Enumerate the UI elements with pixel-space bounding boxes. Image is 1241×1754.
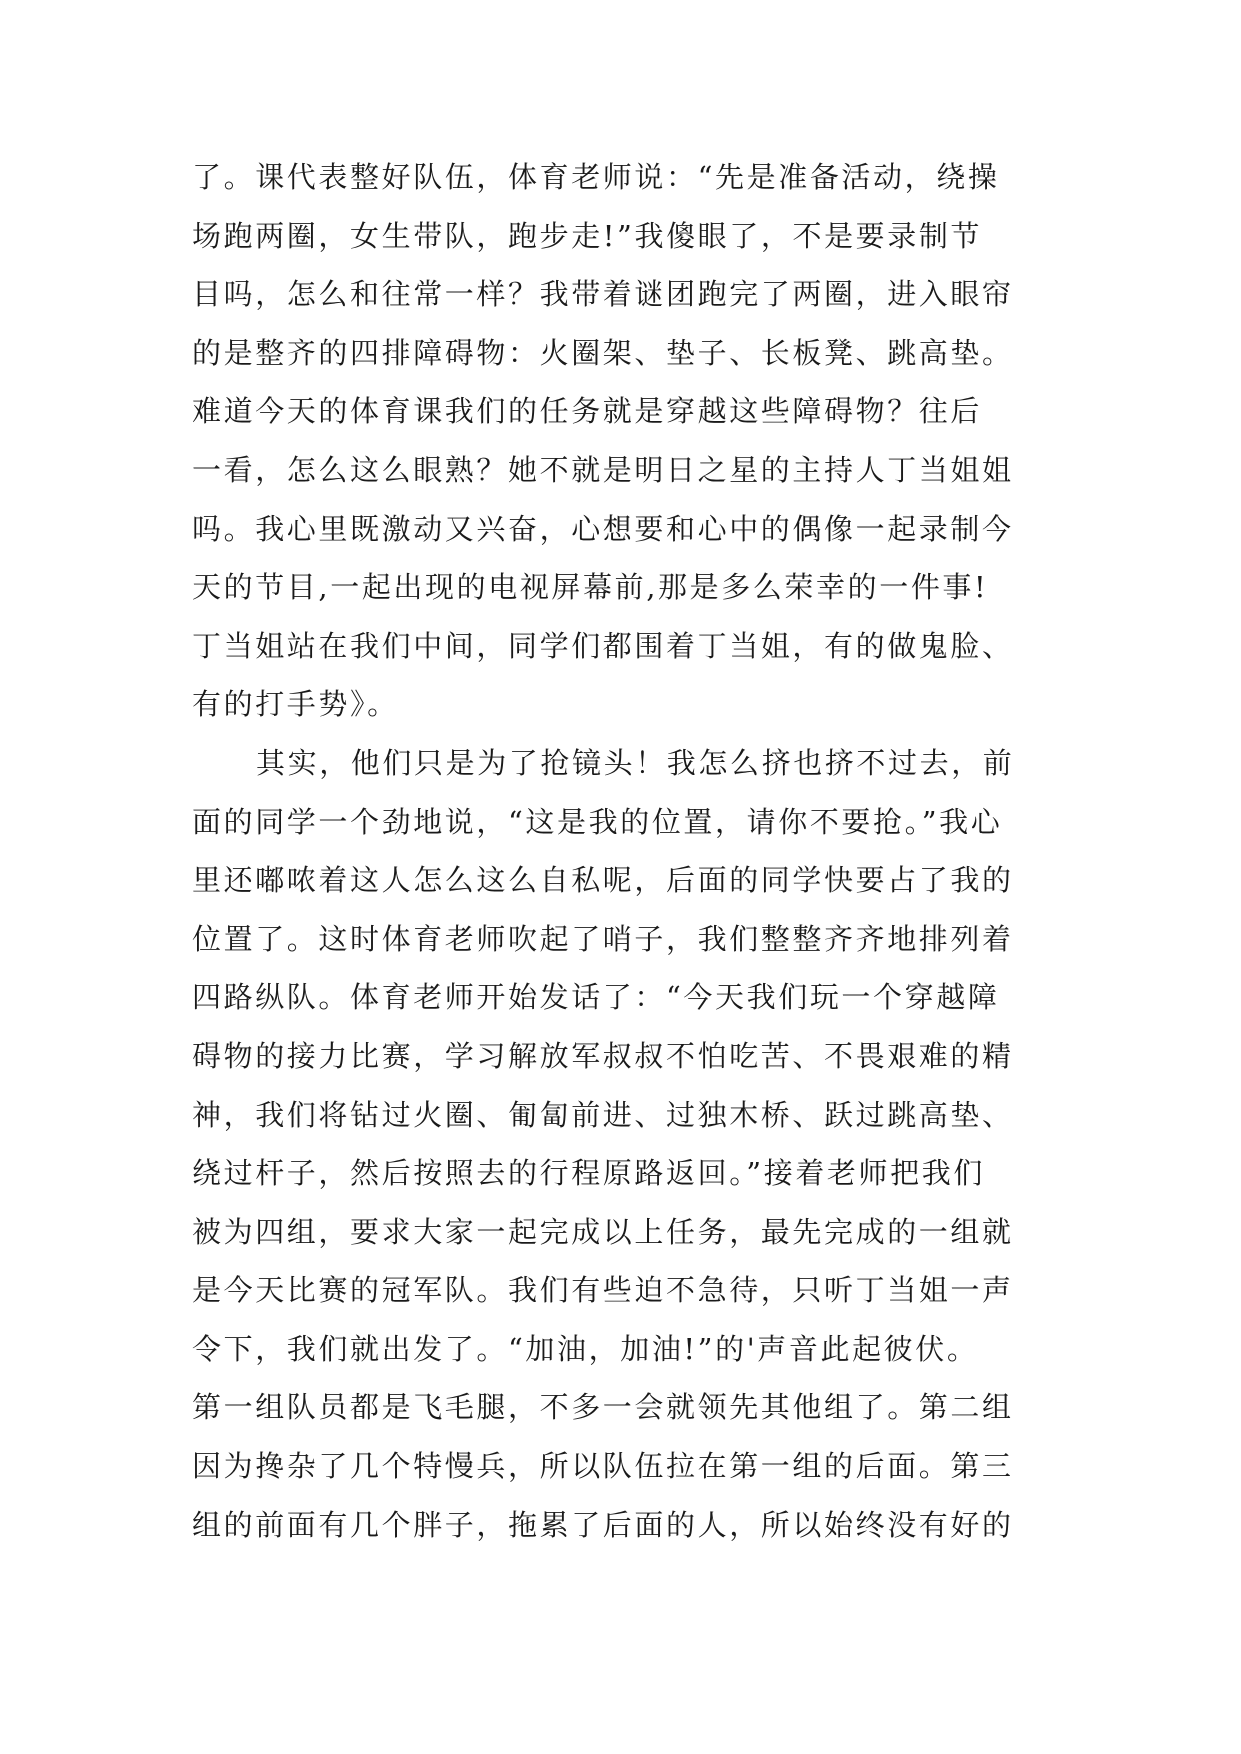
paragraph-start-line: 其实，他们只是为了抢镜头！我怎么挤也挤不过去，前 bbox=[256, 745, 1015, 780]
text-line: 位置了。这时体育老师吹起了哨子，我们整整齐齐地排列着 bbox=[192, 921, 1014, 956]
text-line: 丁当姐站在我们中间，同学们都围着丁当姐，有的做鬼脸、 bbox=[192, 628, 1014, 663]
body-text bbox=[192, 148, 1092, 1554]
text-line: 组的前面有几个胖子，拖累了后面的人，所以始终没有好的 bbox=[192, 1507, 1014, 1542]
text-line: 目吗，怎么和往常一样？我带着谜团跑完了两圈，进入眼帘 bbox=[192, 277, 1014, 312]
text-line: 是今天比赛的冠军队。我们有些迫不急待，只听丁当姐一声 bbox=[192, 1273, 1014, 1308]
text-line: 难道今天的体育课我们的任务就是穿越这些障碍物？往后 bbox=[192, 394, 983, 429]
text-line: 面的同学一个劲地说，“这是我的位置，请你不要抢。”我心 bbox=[192, 804, 1003, 839]
text-line: 里还嘟哝着这人怎么这么自私呢，后面的同学快要占了我的 bbox=[192, 863, 1014, 898]
text-line: 绕过杆子，然后按照去的行程原路返回。”接着老师把我们 bbox=[192, 1156, 985, 1191]
text-line: 一看，怎么这么眼熟？她不就是明日之星的主持人丁当姐姐 bbox=[192, 452, 1014, 487]
text-line: 第一组队员都是飞毛腿，不多一会就领先其他组了。第二组 bbox=[192, 1390, 1014, 1425]
text-line: 神，我们将钻过火圈、匍匐前进、过独木桥、跃过跳高垫、 bbox=[192, 1097, 1014, 1132]
text-line: 吗。我心里既激动又兴奋，心想要和心中的偶像一起录制今 bbox=[192, 511, 1014, 546]
text-line: 场跑两圈，女生带队，跑步走!”我傻眼了，不是要录制节 bbox=[192, 218, 983, 253]
text-line: 令下，我们就出发了。“加油，加油!”的'声音此起彼伏。 bbox=[192, 1331, 979, 1366]
text-line: 了。课代表整好队伍，体育老师说：“先是准备活动，绕操 bbox=[192, 160, 1000, 194]
text-line: 的是整齐的四排障碍物：火圈架、垫子、长板凳、跳高垫。 bbox=[192, 335, 1014, 370]
text-line: 四路纵队。体育老师开始发话了：“今天我们玩一个穿越障 bbox=[192, 980, 1000, 1015]
text-line: 因为搀杂了几个特慢兵，所以队伍拉在第一组的后面。第三 bbox=[192, 1449, 1014, 1484]
text-line: 被为四组，要求大家一起完成以上任务，最先完成的一组就 bbox=[192, 1214, 1014, 1249]
text-line: 天的节目,一起出现的电视屏幕前,那是多么荣幸的一件事! bbox=[192, 570, 989, 605]
text-line: 碍物的接力比赛，学习解放军叔叔不怕吃苦、不畏艰难的精 bbox=[192, 1038, 1014, 1073]
text-line: 有的打手势》。 bbox=[192, 687, 399, 722]
